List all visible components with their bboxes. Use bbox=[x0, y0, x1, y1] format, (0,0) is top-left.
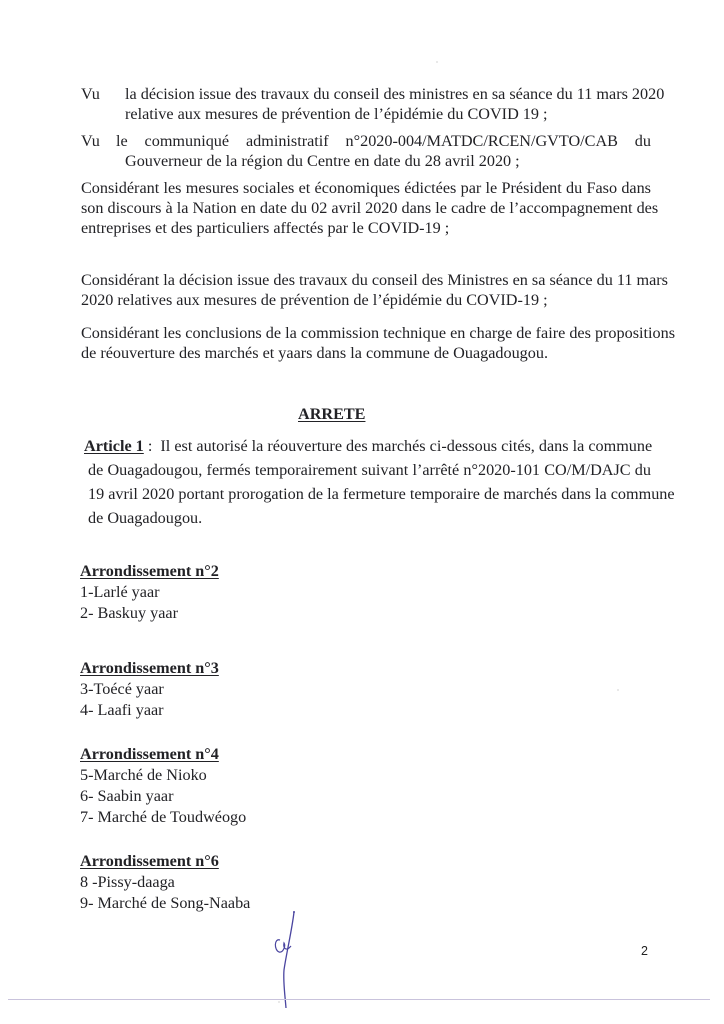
vu-line: la décision issue des travaux du conseil des ministres en sa séance du 11 mars 2020 bbox=[125, 85, 665, 103]
market-item: 8 -Pissy-daaga bbox=[80, 873, 175, 891]
arrondissement-title: Arrondissement n°4 bbox=[80, 745, 219, 763]
considerant-line bbox=[81, 323, 675, 343]
arrondissement-title: Arrondissement n°3 bbox=[80, 659, 219, 677]
arrondissement-title: Arrondissement n°6 bbox=[80, 852, 219, 870]
considerant-text: Considérant la décision issue des travaux du conseil des Ministres en sa séance du 11 mars bbox=[81, 271, 668, 289]
scan-speck bbox=[617, 689, 619, 691]
considerant-line bbox=[81, 198, 659, 218]
considerant-text: Considérant les mesures sociales et économiques édictées par le Président du Faso dans bbox=[81, 179, 651, 197]
market-item: 7- Marché de Toudwéogo bbox=[80, 808, 247, 826]
signature-dot bbox=[293, 911, 295, 913]
signature-initials bbox=[270, 910, 310, 1010]
considerant-text: son discours à la Nation en date du 02 avril 2020 dans le cadre de l’accompagnement des bbox=[81, 199, 659, 217]
market-item: 6- Saabin yaar bbox=[80, 787, 174, 805]
market-item: 9- Marché de Song-Naaba bbox=[80, 894, 251, 912]
article-text: 19 avril 2020 portant prorogation de la fermeture temporaire de marchés dans la commune bbox=[88, 485, 675, 503]
article-line bbox=[84, 436, 651, 456]
arrondissement-title: Arrondissement n°2 bbox=[80, 562, 219, 580]
market-item: 3-Toécé yaar bbox=[80, 680, 164, 698]
article-line: de Ouagadougou. bbox=[88, 509, 203, 527]
vu-line: relative aux mesures de prévention de l’épidémie du COVID 19 ; bbox=[125, 105, 548, 123]
considerant-text: Considérant les conclusions de la commission technique en charge de faire des propositions bbox=[81, 324, 675, 342]
article-line bbox=[88, 460, 651, 480]
signature-stroke bbox=[284, 912, 294, 1008]
considerant-line: 2020 relatives aux mesures de prévention de l’épidémie du COVID-19 ; bbox=[81, 291, 548, 309]
page-number: 2 bbox=[641, 944, 648, 958]
article-text: de Ouagadougou, fermés temporairement suivant l’arrêté n°2020-101 CO/M/DAJC du bbox=[88, 461, 651, 479]
arrete-heading: ARRETE bbox=[298, 405, 366, 423]
article-separator: : bbox=[143, 437, 161, 455]
vu-line: le communiqué administratif n°2020-004/MATDC/RCEN/GVTO/CAB du bbox=[116, 132, 651, 150]
vu-label: Vu bbox=[81, 85, 100, 103]
vu-line-justified bbox=[116, 131, 651, 151]
considerant-line bbox=[81, 270, 668, 290]
article-text: Il est autorisé la réouverture des marchés ci-dessous cités, dans la commune bbox=[160, 437, 653, 455]
footer-divider bbox=[8, 999, 710, 1000]
scan-speck bbox=[278, 1001, 280, 1003]
vu-line: Gouverneur de la région du Centre en date du 28 avril 2020 ; bbox=[125, 152, 520, 170]
market-item: 1-Larlé yaar bbox=[80, 583, 160, 601]
considerant-line bbox=[81, 178, 651, 198]
article-line bbox=[88, 484, 675, 504]
vu-label: Vu bbox=[81, 132, 100, 150]
market-item: 4- Laafi yaar bbox=[80, 701, 164, 719]
article-label: Article 1 bbox=[84, 437, 144, 455]
considerant-line: entreprises et des particuliers affectés par le COVID-19 ; bbox=[81, 219, 450, 237]
market-item: 2- Baskuy yaar bbox=[80, 604, 178, 622]
market-item: 5-Marché de Nioko bbox=[80, 766, 207, 784]
considerant-line: de réouverture des marchés et yaars dans la commune de Ouagadougou. bbox=[81, 344, 549, 362]
scan-speck bbox=[436, 61, 438, 63]
